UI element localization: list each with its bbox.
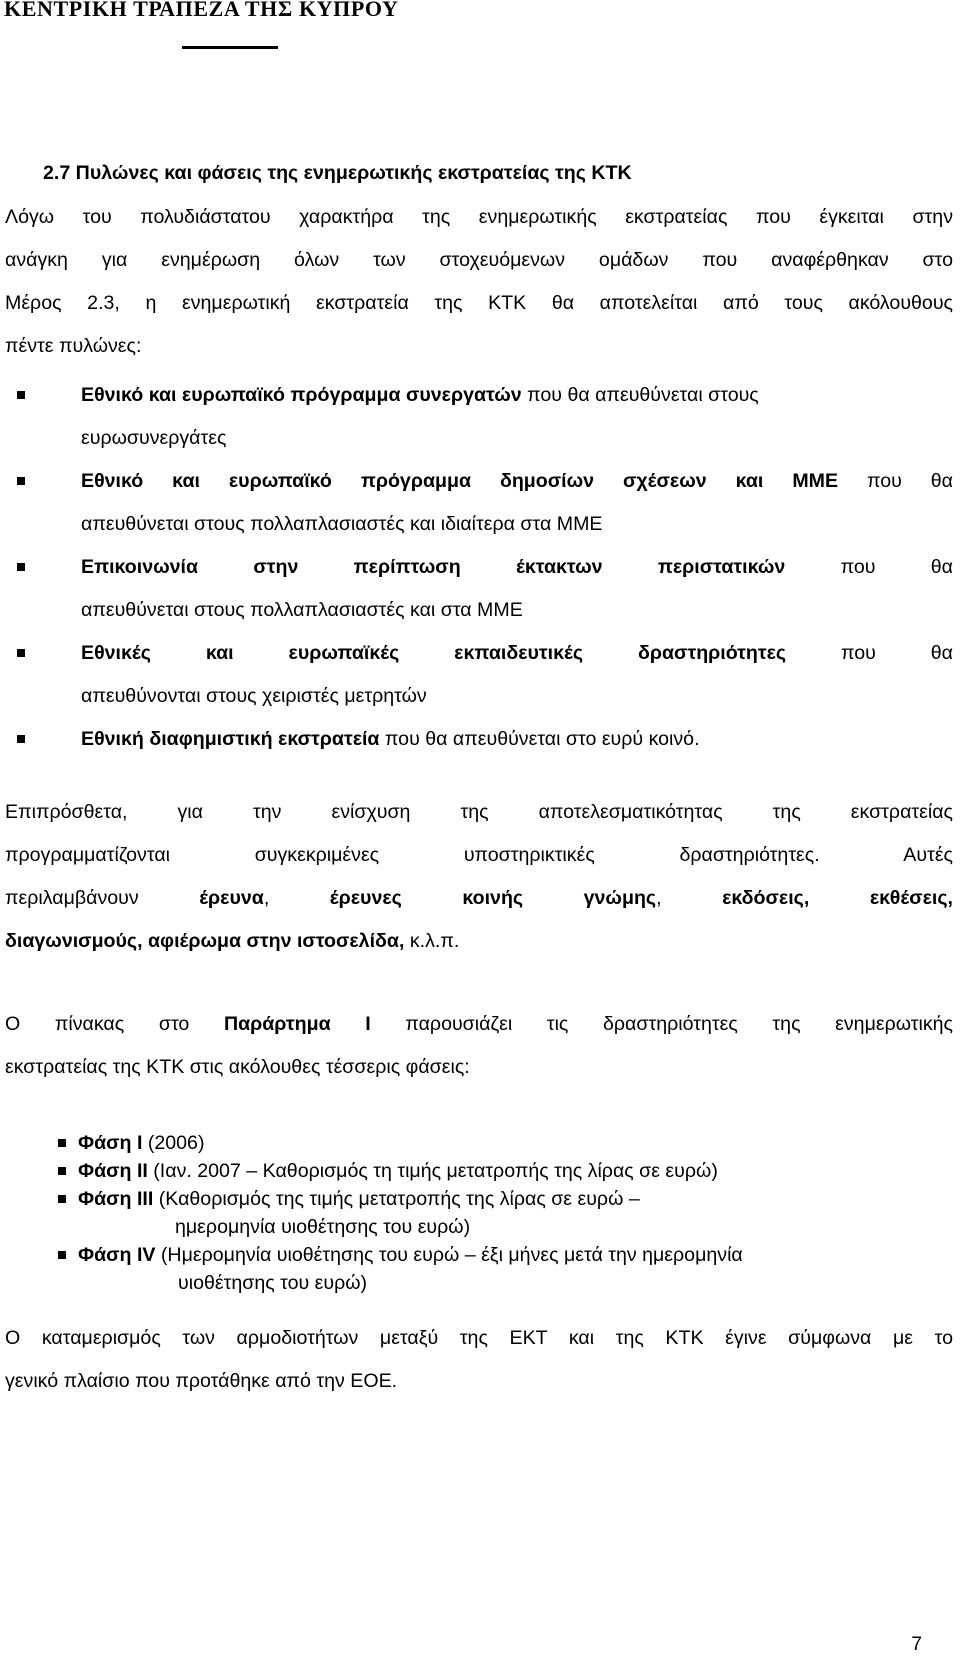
pillar-text: που θα <box>838 470 953 492</box>
intro-line: Μέρος 2.3, η ενημερωτική εκστρατεία της ΚΤΚ θα αποτελείται από τους ακόλουθους <box>5 292 953 314</box>
annex-text: Ο πίνακας στο <box>5 1013 224 1035</box>
section-title: 2.7 Πυλώνες και φάσεις της ενημερωτικής εκστρατείας της ΚΤΚ <box>43 162 632 184</box>
phase-text: (Ιαν. 2007 – Καθορισμός τη τιμής μετατροπής της λίρας σε ευρώ) <box>147 1160 718 1182</box>
intro-line: πέντε πυλώνες: <box>5 335 142 357</box>
support-line: προγραμματίζονται συγκεκριμένες υποστηρικτικές δραστηριότητες. Αυτές <box>5 844 953 866</box>
square-bullet-icon <box>17 477 25 485</box>
square-bullet-icon <box>17 735 25 743</box>
phases-list <box>5 1129 953 1297</box>
phase-label: Φάση ΙV <box>78 1244 156 1266</box>
support-line: Επιπρόσθετα, για την ενίσχυση της αποτελεσματικότητας της εκστρατείας <box>5 801 953 823</box>
square-bullet-icon <box>58 1139 66 1147</box>
pillar-title: Εθνικό και ευρωπαϊκό πρόγραμμα συνεργατών <box>81 384 522 406</box>
pillar-line: ευρωσυνεργάτες <box>81 427 227 449</box>
pillar-line <box>81 374 953 417</box>
list-item <box>5 1157 953 1185</box>
phase-text: (Καθορισμός της τιμής μετατροπής της λίρας σε ευρώ – <box>153 1188 640 1210</box>
pillar-line <box>81 718 953 761</box>
intro-line: Λόγω του πολυδιάστατου χαρακτήρα της ενημερωτικής εκστρατείας που έγκειται στην <box>5 206 953 228</box>
square-bullet-icon <box>58 1167 66 1175</box>
intro-line: ανάγκη για ενημέρωση όλων των στοχευόμενων ομάδων που αναφέρθηκαν στο <box>5 249 953 271</box>
phase-continuation: υιοθέτησης του ευρώ) <box>178 1272 368 1294</box>
closing-line: γενικό πλαίσιο που προτάθηκε από την ΕΟΕ. <box>5 1370 398 1392</box>
page-number: 7 <box>911 1634 922 1655</box>
pillar-title: Εθνικό και ευρωπαϊκό πρόγραμμα δημοσίων σχέσεων και ΜΜΕ <box>81 470 839 492</box>
list-item <box>5 1129 953 1157</box>
pillar-text: που θα απευθύνεται στους <box>521 384 759 406</box>
support-line <box>5 877 953 920</box>
support-text: περιλαμβάνουν <box>5 887 200 909</box>
square-bullet-icon <box>17 391 25 399</box>
pillar-title: Εθνική διαφημιστική εκστρατεία <box>81 728 380 750</box>
phase-label: Φάση ΙΙΙ <box>78 1188 154 1210</box>
pillar-title: Εθνικές και ευρωπαϊκές εκπαιδευτικές δραστηριότητες <box>81 642 787 664</box>
annex-paragraph <box>5 1003 953 1089</box>
support-bold: έρευνες κοινής γνώμης <box>329 887 657 909</box>
square-bullet-icon <box>17 563 25 571</box>
support-bold: εκδόσεις, εκθέσεις, <box>722 887 953 909</box>
support-text: , <box>263 887 330 909</box>
closing-line: Ο καταμερισμός των αρμοδιοτήτων μεταξύ της ΕΚΤ και της ΚΤΚ έγινε σύμφωνα με το <box>5 1327 953 1349</box>
square-bullet-icon <box>58 1195 66 1203</box>
list-item <box>5 718 953 761</box>
pillar-title: Επικοινωνία στην περίπτωση έκτακτων περιστατικών <box>81 556 786 578</box>
pillar-text: που θα <box>786 642 953 664</box>
phase-text: (Ημερομηνία υιοθέτησης του ευρώ – έξι μήνες μετά την ημερομηνία <box>155 1244 743 1266</box>
phase-label: Φάση Ι <box>78 1132 143 1154</box>
pillar-line <box>81 546 953 589</box>
support-text: , <box>656 887 723 909</box>
header-underline <box>182 46 278 49</box>
pillar-line: απευθύνεται στους πολλαπλασιαστές και στα ΜΜΕ <box>81 599 523 621</box>
document-header: ΚΕΝΤΡΙΚΗ ΤΡΑΠΕΖΑ ΤΗΣ ΚΥΠΡΟΥ <box>4 0 399 21</box>
square-bullet-icon <box>58 1251 66 1259</box>
pillar-line <box>81 632 953 675</box>
pillar-text: που θα απευθύνεται στο ευρύ κοινό. <box>379 728 700 750</box>
support-text: κ.λ.π. <box>404 930 460 952</box>
list-item <box>5 1241 953 1297</box>
pillar-line <box>81 460 953 503</box>
page-body <box>5 155 953 1403</box>
intro-paragraph <box>5 196 953 368</box>
annex-line <box>5 1003 953 1046</box>
square-bullet-icon <box>17 649 25 657</box>
support-bold: έρευνα <box>199 887 264 909</box>
list-item <box>5 546 953 632</box>
support-paragraph <box>5 791 953 963</box>
list-item <box>5 632 953 718</box>
annex-line: εκστρατείας της ΚΤΚ στις ακόλουθες τέσσερις φάσεις: <box>5 1056 470 1078</box>
list-item <box>5 1185 953 1241</box>
support-line <box>5 920 953 963</box>
pillars-list <box>5 374 953 761</box>
phase-text: (2006) <box>142 1132 205 1154</box>
closing-paragraph <box>5 1317 953 1403</box>
phase-continuation: ημερομηνία υιοθέτησης του ευρώ) <box>175 1216 471 1238</box>
list-item <box>5 460 953 546</box>
phase-label: Φάση ΙΙ <box>78 1160 148 1182</box>
annex-text: παρουσιάζει τις δραστηριότητες της ενημερωτικής <box>370 1013 953 1035</box>
list-item <box>5 374 953 460</box>
pillar-line: απευθύνονται στους χειριστές μετρητών <box>81 685 427 707</box>
pillar-text: που θα <box>785 556 953 578</box>
pillar-line: απευθύνεται στους πολλαπλασιαστές και ιδιαίτερα στα ΜΜΕ <box>81 513 603 535</box>
annex-reference: Παράρτημα Ι <box>223 1013 371 1035</box>
support-bold: διαγωνισμούς, αφιέρωμα στην ιστοσελίδα, <box>5 930 405 952</box>
